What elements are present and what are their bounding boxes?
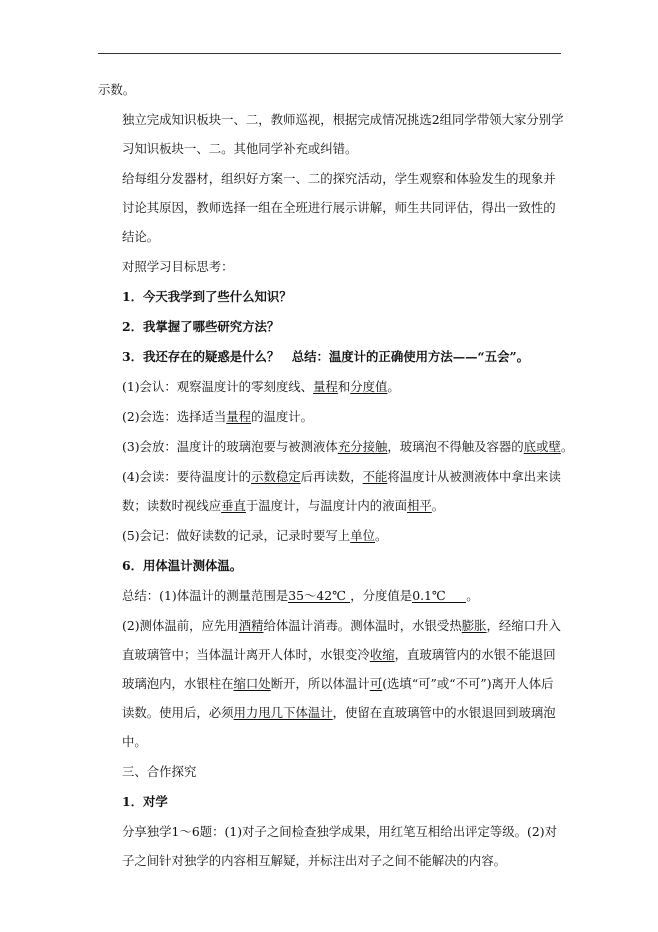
text: (3)会放：温度计的玻璃泡要与被测液体 [122, 439, 338, 454]
answer-unit: 单位 [350, 528, 375, 543]
text: ，直玻璃管内的水银不能退回玻璃泡内，水银柱在 [122, 647, 556, 691]
text: 于温度计，与温度计内的液面 [245, 498, 407, 513]
text: 后再读数， [300, 469, 363, 484]
rule-1-recognize [98, 379, 564, 394]
answer-range: 量程 [226, 409, 252, 424]
answer-contract: 收缩 [369, 647, 395, 662]
text: (1)会认：观察温度计的零刻度线、 [122, 379, 314, 394]
answer-stable: 示数稳定 [251, 469, 301, 484]
text: (4)会读：要待温度计的 [122, 469, 252, 484]
rule-4-read [98, 462, 564, 520]
answer-measure-range: 35～42℃ [288, 589, 350, 603]
text: ，经缩口升入直玻璃管中；当体温计离开人体时，水银变冷 [122, 618, 561, 662]
paragraph-thermometer-usage [98, 611, 564, 756]
text: 断开，所以体温计 [270, 676, 370, 691]
header-rule [98, 53, 561, 54]
question-3-text: 3．我还存在的疑惑是什么？ 总结：温度计的正确使用方法——“五会”。 [122, 349, 529, 364]
text: 。 [431, 498, 445, 513]
text: (选填“可”或“不可”)离开人体后读数。使用后，必须 [122, 676, 554, 720]
question-1: 1．今天我学到了些什么知识？ [122, 289, 292, 304]
summary-clinical-thermometer [98, 588, 564, 603]
rule-2-select [98, 409, 564, 424]
text: 。 [374, 528, 388, 543]
answer-shake: 用力甩几下体温计 [233, 705, 333, 720]
paragraph-continuation: 示数。 [98, 82, 136, 97]
document-body [98, 82, 574, 883]
text: (2)会选：选择适当 [122, 409, 227, 424]
text: ，使留在直玻璃管中的水银退回到玻璃泡中。 [122, 705, 556, 749]
answer-expand: 膨胀 [461, 618, 487, 633]
text: 将温度计从被测液体中拿出来读数；读数时视线应 [122, 469, 561, 513]
answer-cannot: 不能 [362, 469, 388, 484]
answer-contact: 充分接触 [337, 439, 388, 454]
section-heading-cooperation: 三、合作探究 [122, 764, 197, 779]
answer-alcohol: 酒精 [238, 618, 264, 633]
text: 和 [337, 379, 351, 394]
answer-perpendicular: 垂直 [221, 498, 246, 513]
question-6: 6．用体温计测体温。 [122, 558, 243, 573]
paragraph-share-study: 分享独学1～6题：(1)对子之间检查独学成果，用红笔互相给出评定等级。(2)对子之间针对独学的内容相互解疑，并标注出对子之间不能解决的内容。 [122, 824, 557, 868]
answer-division-value: 0.1℃ [412, 589, 466, 603]
rule-5-record [98, 528, 564, 543]
question-3-summary [98, 349, 564, 364]
paragraph-independent-study: 独立完成知识板块一、二，教师巡视，根据完成情况挑选2组同学带领大家分别学习知识板块一、二。其他同学补充或纠错。 [122, 112, 564, 156]
answer-level: 相平 [406, 498, 432, 513]
text: ，玻璃泡不得触及容器的 [387, 439, 524, 454]
paragraph-group-activity: 给每组分发器材，组织好方案一、二的探究活动，学生观察和体验发生的现象并讨论其原因，教师选择一组在全班进行展示讲解，师生共同评估，得出一致性的结论。 [122, 171, 556, 244]
subsection-pair-study: 1．对学 [122, 794, 168, 809]
answer-can: 可 [369, 676, 383, 691]
text: (5)会记：做好读数的记录，记录时要写上 [122, 528, 351, 543]
text: 。 [466, 588, 479, 603]
paragraph-reflection-intro: 对照学习目标思考： [122, 259, 234, 274]
rule-3-place [98, 439, 574, 454]
answer-division: 分度值 [350, 379, 388, 394]
answer-bottom-wall: 底或壁 [523, 439, 561, 454]
text: 。 [387, 379, 400, 394]
text: 的温度计。 [251, 409, 314, 424]
answer-constriction: 缩口处 [233, 676, 271, 691]
text: 总结：(1)体温计的测量范围是 [122, 588, 289, 603]
question-2: 2．我掌握了哪些研究方法？ [122, 319, 280, 334]
text: (2)测体温前，应先用 [122, 618, 239, 633]
text: 给体温计消毒。测体温时，水银受热 [263, 618, 462, 633]
text: ，分度值是 [350, 588, 413, 603]
answer-range: 量程 [313, 379, 338, 394]
text: 。 [560, 439, 574, 454]
